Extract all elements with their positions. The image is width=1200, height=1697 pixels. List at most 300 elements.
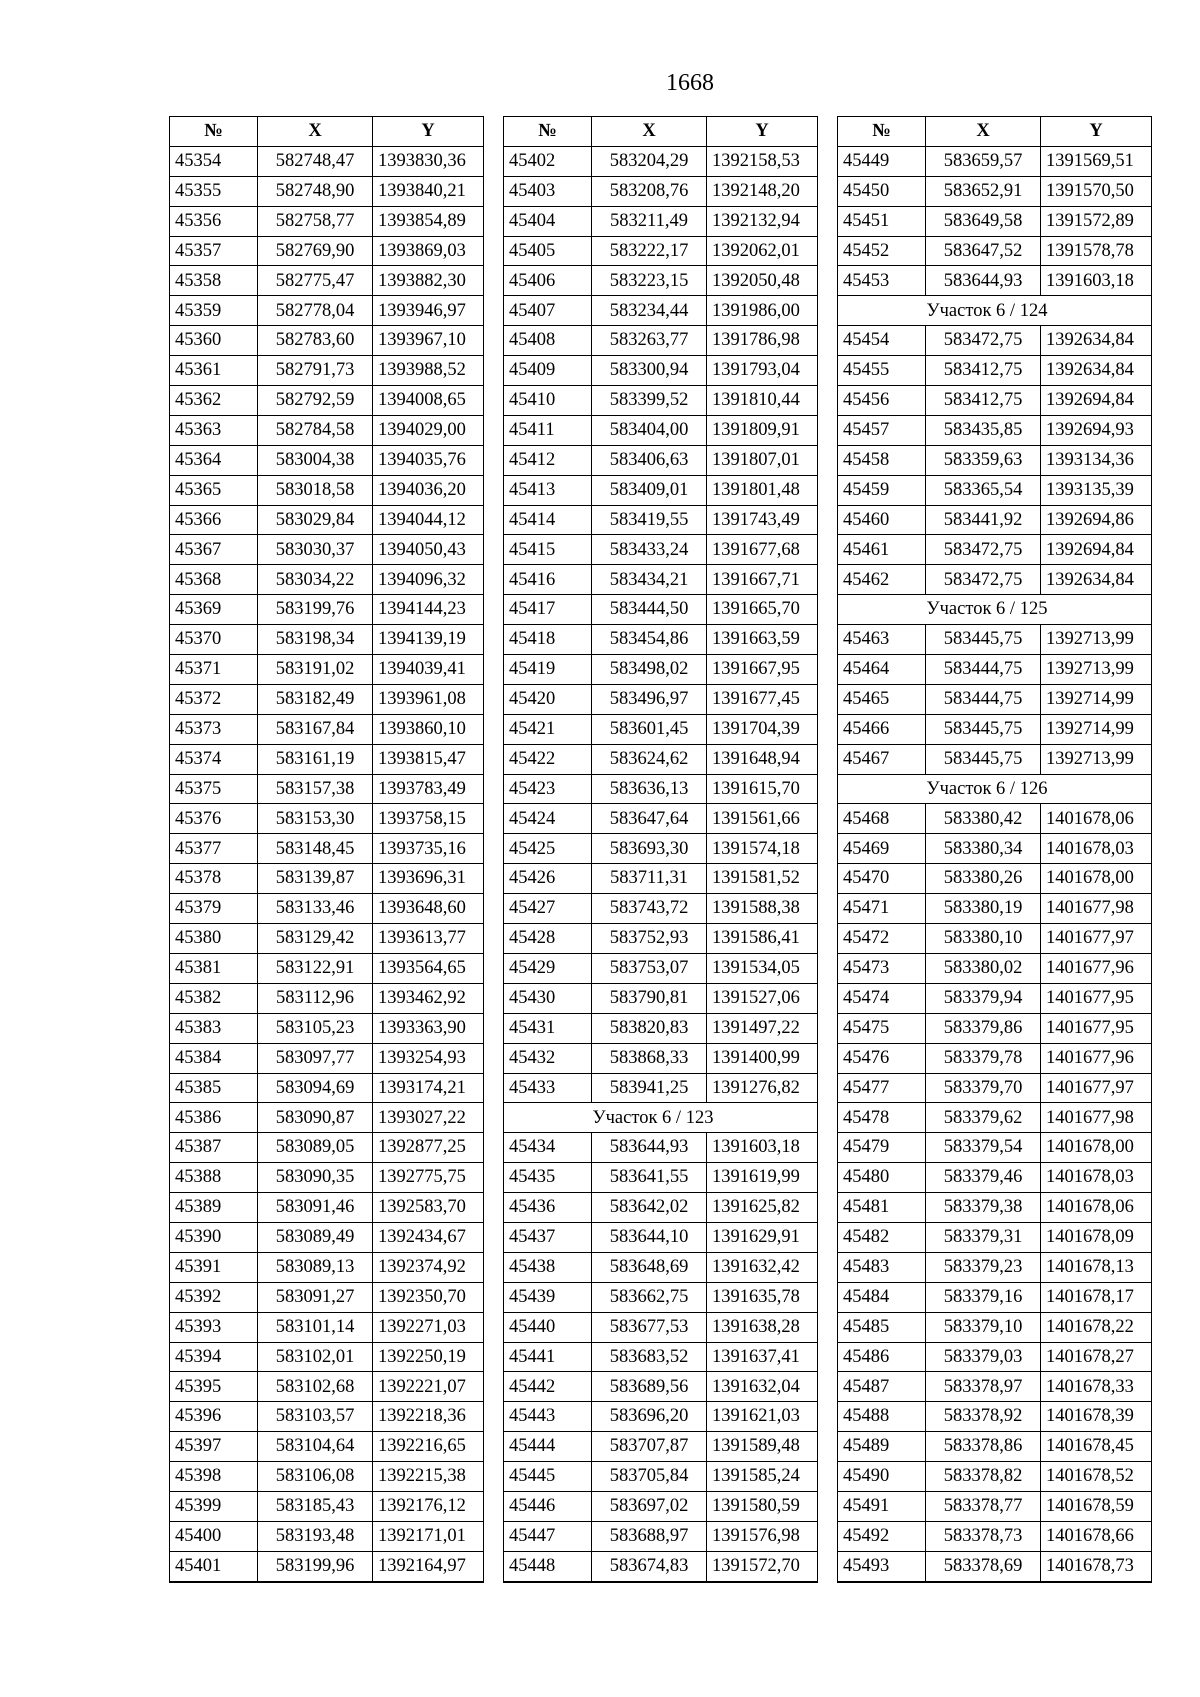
table-header-row xyxy=(504,117,818,147)
point-number-cell: 45380 xyxy=(170,924,258,954)
table-row xyxy=(170,1252,484,1282)
x-coordinate-cell: 583089,49 xyxy=(258,1222,373,1252)
point-number-cell: 45422 xyxy=(504,744,592,774)
x-coordinate-cell: 582784,58 xyxy=(258,415,373,445)
point-number-cell: 45397 xyxy=(170,1432,258,1462)
y-coordinate-cell: 1393815,47 xyxy=(373,744,484,774)
y-coordinate-cell: 1392215,38 xyxy=(373,1462,484,1492)
y-coordinate-cell: 1393961,08 xyxy=(373,684,484,714)
x-coordinate-cell: 583409,01 xyxy=(592,475,707,505)
x-coordinate-cell: 583380,02 xyxy=(926,953,1041,983)
x-coordinate-cell: 583496,97 xyxy=(592,684,707,714)
x-coordinate-cell: 583649,58 xyxy=(926,206,1041,236)
table-row xyxy=(170,1073,484,1103)
y-coordinate-cell: 1392132,94 xyxy=(707,206,818,236)
point-number-cell: 45456 xyxy=(838,386,926,416)
x-coordinate-cell: 583004,38 xyxy=(258,445,373,475)
y-coordinate-cell: 1391497,22 xyxy=(707,1013,818,1043)
point-number-cell: 45428 xyxy=(504,924,592,954)
table-row xyxy=(170,625,484,655)
table-row xyxy=(504,1013,818,1043)
table-row xyxy=(838,176,1152,206)
x-coordinate-cell: 583378,97 xyxy=(926,1372,1041,1402)
y-coordinate-cell: 1392634,84 xyxy=(1041,356,1152,386)
point-number-cell: 45408 xyxy=(504,326,592,356)
y-coordinate-cell: 1391586,41 xyxy=(707,924,818,954)
y-coordinate-cell: 1401677,96 xyxy=(1041,953,1152,983)
table-row xyxy=(170,1133,484,1163)
y-coordinate-cell: 1391638,28 xyxy=(707,1312,818,1342)
table-row xyxy=(170,1013,484,1043)
table-row xyxy=(170,1282,484,1312)
y-coordinate-cell: 1392271,03 xyxy=(373,1312,484,1342)
table-row xyxy=(504,1163,818,1193)
point-number-cell: 45482 xyxy=(838,1222,926,1252)
point-number-cell: 45425 xyxy=(504,834,592,864)
table-row xyxy=(504,983,818,1013)
y-coordinate-cell: 1401678,33 xyxy=(1041,1372,1152,1402)
table-row xyxy=(170,684,484,714)
table-row xyxy=(838,415,1152,445)
point-number-cell: 45477 xyxy=(838,1073,926,1103)
y-coordinate-cell: 1391810,44 xyxy=(707,386,818,416)
y-coordinate-cell: 1392714,99 xyxy=(1041,684,1152,714)
table-row xyxy=(838,1462,1152,1492)
section-title: Участок 6 / 126 xyxy=(838,774,1152,804)
point-number-cell: 45376 xyxy=(170,804,258,834)
column-header-y: Y xyxy=(707,117,818,147)
x-coordinate-cell: 583652,91 xyxy=(926,176,1041,206)
y-coordinate-cell: 1391572,70 xyxy=(707,1551,818,1581)
x-coordinate-cell: 583677,53 xyxy=(592,1312,707,1342)
table-row xyxy=(838,1551,1152,1581)
y-coordinate-cell: 1391585,24 xyxy=(707,1462,818,1492)
x-coordinate-cell: 583378,73 xyxy=(926,1521,1041,1551)
point-number-cell: 45493 xyxy=(838,1551,926,1581)
y-coordinate-cell: 1392694,84 xyxy=(1041,535,1152,565)
point-number-cell: 45451 xyxy=(838,206,926,236)
table-row xyxy=(838,924,1152,954)
x-coordinate-cell: 583445,75 xyxy=(926,625,1041,655)
point-number-cell: 45361 xyxy=(170,356,258,386)
x-coordinate-cell: 583444,75 xyxy=(926,684,1041,714)
x-coordinate-cell: 583204,29 xyxy=(592,146,707,176)
y-coordinate-cell: 1394050,43 xyxy=(373,535,484,565)
table-row xyxy=(170,296,484,326)
point-number-cell: 45358 xyxy=(170,266,258,296)
y-coordinate-cell: 1401677,96 xyxy=(1041,1043,1152,1073)
x-coordinate-cell: 583404,00 xyxy=(592,415,707,445)
table-row xyxy=(504,386,818,416)
x-coordinate-cell: 583454,86 xyxy=(592,625,707,655)
y-coordinate-cell: 1392713,99 xyxy=(1041,744,1152,774)
point-number-cell: 45357 xyxy=(170,236,258,266)
y-coordinate-cell: 1401677,95 xyxy=(1041,983,1152,1013)
x-coordinate-cell: 583380,26 xyxy=(926,864,1041,894)
y-coordinate-cell: 1393174,21 xyxy=(373,1073,484,1103)
point-number-cell: 45465 xyxy=(838,684,926,714)
x-coordinate-cell: 583636,13 xyxy=(592,774,707,804)
x-coordinate-cell: 583379,31 xyxy=(926,1222,1041,1252)
point-number-cell: 45362 xyxy=(170,386,258,416)
point-number-cell: 45439 xyxy=(504,1282,592,1312)
point-number-cell: 45382 xyxy=(170,983,258,1013)
y-coordinate-cell: 1393613,77 xyxy=(373,924,484,954)
x-coordinate-cell: 583090,87 xyxy=(258,1103,373,1133)
y-coordinate-cell: 1394039,41 xyxy=(373,655,484,685)
table-row xyxy=(504,1193,818,1223)
x-coordinate-cell: 583662,75 xyxy=(592,1282,707,1312)
y-coordinate-cell: 1391534,05 xyxy=(707,953,818,983)
point-number-cell: 45457 xyxy=(838,415,926,445)
x-coordinate-cell: 582758,77 xyxy=(258,206,373,236)
table-row xyxy=(504,296,818,326)
point-number-cell: 45433 xyxy=(504,1073,592,1103)
y-coordinate-cell: 1401678,73 xyxy=(1041,1551,1152,1581)
y-coordinate-cell: 1394035,76 xyxy=(373,445,484,475)
x-coordinate-cell: 583419,55 xyxy=(592,505,707,535)
column-header-x: X xyxy=(258,117,373,147)
y-coordinate-cell: 1392583,70 xyxy=(373,1193,484,1223)
table-row xyxy=(170,595,484,625)
x-coordinate-cell: 583434,21 xyxy=(592,565,707,595)
point-number-cell: 45453 xyxy=(838,266,926,296)
table-row xyxy=(838,445,1152,475)
y-coordinate-cell: 1394096,32 xyxy=(373,565,484,595)
table-row xyxy=(838,684,1152,714)
x-coordinate-cell: 583683,52 xyxy=(592,1342,707,1372)
table-row xyxy=(170,744,484,774)
x-coordinate-cell: 583208,76 xyxy=(592,176,707,206)
x-coordinate-cell: 583182,49 xyxy=(258,684,373,714)
x-coordinate-cell: 583018,58 xyxy=(258,475,373,505)
point-number-cell: 45384 xyxy=(170,1043,258,1073)
table-row xyxy=(504,356,818,386)
y-coordinate-cell: 1391635,78 xyxy=(707,1282,818,1312)
point-number-cell: 45360 xyxy=(170,326,258,356)
table-row xyxy=(838,206,1152,236)
point-number-cell: 45410 xyxy=(504,386,592,416)
table-row xyxy=(170,445,484,475)
table-row xyxy=(504,236,818,266)
table-row xyxy=(504,684,818,714)
y-coordinate-cell: 1391629,91 xyxy=(707,1222,818,1252)
y-coordinate-cell: 1394044,12 xyxy=(373,505,484,535)
y-coordinate-cell: 1401678,09 xyxy=(1041,1222,1152,1252)
x-coordinate-cell: 583148,45 xyxy=(258,834,373,864)
table-row xyxy=(838,1133,1152,1163)
section-row xyxy=(504,1103,818,1133)
point-number-cell: 45369 xyxy=(170,595,258,625)
x-coordinate-cell: 583102,01 xyxy=(258,1342,373,1372)
table-row xyxy=(504,146,818,176)
x-coordinate-cell: 583198,34 xyxy=(258,625,373,655)
point-number-cell: 45479 xyxy=(838,1133,926,1163)
point-number-cell: 45392 xyxy=(170,1282,258,1312)
point-number-cell: 45438 xyxy=(504,1252,592,1282)
point-number-cell: 45399 xyxy=(170,1491,258,1521)
point-number-cell: 45411 xyxy=(504,415,592,445)
table-row xyxy=(838,655,1152,685)
y-coordinate-cell: 1392694,86 xyxy=(1041,505,1152,535)
x-coordinate-cell: 583091,46 xyxy=(258,1193,373,1223)
x-coordinate-cell: 583300,94 xyxy=(592,356,707,386)
table-row xyxy=(504,266,818,296)
point-number-cell: 45412 xyxy=(504,445,592,475)
y-coordinate-cell: 1401678,17 xyxy=(1041,1282,1152,1312)
y-coordinate-cell: 1393564,65 xyxy=(373,953,484,983)
y-coordinate-cell: 1393758,15 xyxy=(373,804,484,834)
x-coordinate-cell: 583445,75 xyxy=(926,744,1041,774)
table-row xyxy=(170,1521,484,1551)
table-row xyxy=(170,983,484,1013)
x-coordinate-cell: 583752,93 xyxy=(592,924,707,954)
x-coordinate-cell: 583379,94 xyxy=(926,983,1041,1013)
x-coordinate-cell: 583647,64 xyxy=(592,804,707,834)
y-coordinate-cell: 1391581,52 xyxy=(707,864,818,894)
table-row xyxy=(170,924,484,954)
y-coordinate-cell: 1393363,90 xyxy=(373,1013,484,1043)
table-row xyxy=(170,1372,484,1402)
table-row xyxy=(504,924,818,954)
y-coordinate-cell: 1391801,48 xyxy=(707,475,818,505)
x-coordinate-cell: 583223,15 xyxy=(592,266,707,296)
point-number-cell: 45483 xyxy=(838,1252,926,1282)
y-coordinate-cell: 1391665,70 xyxy=(707,595,818,625)
point-number-cell: 45430 xyxy=(504,983,592,1013)
table-row xyxy=(170,655,484,685)
y-coordinate-cell: 1392164,97 xyxy=(373,1551,484,1581)
column-header-number: № xyxy=(504,117,592,147)
x-coordinate-cell: 583104,64 xyxy=(258,1432,373,1462)
x-coordinate-cell: 583211,49 xyxy=(592,206,707,236)
x-coordinate-cell: 583378,69 xyxy=(926,1551,1041,1581)
y-coordinate-cell: 1391743,49 xyxy=(707,505,818,535)
point-number-cell: 45367 xyxy=(170,535,258,565)
point-number-cell: 45364 xyxy=(170,445,258,475)
table-row xyxy=(504,1043,818,1073)
y-coordinate-cell: 1392714,99 xyxy=(1041,714,1152,744)
point-number-cell: 45452 xyxy=(838,236,926,266)
point-number-cell: 45445 xyxy=(504,1462,592,1492)
table-row xyxy=(170,1342,484,1372)
y-coordinate-cell: 1401678,13 xyxy=(1041,1252,1152,1282)
point-number-cell: 45484 xyxy=(838,1282,926,1312)
point-number-cell: 45469 xyxy=(838,834,926,864)
point-number-cell: 45446 xyxy=(504,1491,592,1521)
y-coordinate-cell: 1393869,03 xyxy=(373,236,484,266)
y-coordinate-cell: 1391574,18 xyxy=(707,834,818,864)
point-number-cell: 45390 xyxy=(170,1222,258,1252)
x-coordinate-cell: 583161,19 xyxy=(258,744,373,774)
x-coordinate-cell: 583167,84 xyxy=(258,714,373,744)
point-number-cell: 45377 xyxy=(170,834,258,864)
y-coordinate-cell: 1401678,06 xyxy=(1041,804,1152,834)
table-row xyxy=(504,565,818,595)
table-row xyxy=(504,505,818,535)
y-coordinate-cell: 1391625,82 xyxy=(707,1193,818,1223)
table-row xyxy=(504,1133,818,1163)
y-coordinate-cell: 1392374,92 xyxy=(373,1252,484,1282)
table-row xyxy=(838,1521,1152,1551)
y-coordinate-cell: 1391621,03 xyxy=(707,1402,818,1432)
y-coordinate-cell: 1391561,66 xyxy=(707,804,818,834)
point-number-cell: 45443 xyxy=(504,1402,592,1432)
table-row xyxy=(504,1462,818,1492)
y-coordinate-cell: 1391704,39 xyxy=(707,714,818,744)
table-row xyxy=(838,1342,1152,1372)
table-row xyxy=(170,146,484,176)
x-coordinate-cell: 583106,08 xyxy=(258,1462,373,1492)
point-number-cell: 45417 xyxy=(504,595,592,625)
point-number-cell: 45363 xyxy=(170,415,258,445)
point-number-cell: 45366 xyxy=(170,505,258,535)
point-number-cell: 45461 xyxy=(838,535,926,565)
y-coordinate-cell: 1391588,38 xyxy=(707,894,818,924)
x-coordinate-cell: 583379,03 xyxy=(926,1342,1041,1372)
x-coordinate-cell: 583868,33 xyxy=(592,1043,707,1073)
point-number-cell: 45406 xyxy=(504,266,592,296)
point-number-cell: 45383 xyxy=(170,1013,258,1043)
table-row xyxy=(170,864,484,894)
point-number-cell: 45373 xyxy=(170,714,258,744)
table-row xyxy=(170,1432,484,1462)
y-coordinate-cell: 1391569,51 xyxy=(1041,146,1152,176)
x-coordinate-cell: 583498,02 xyxy=(592,655,707,685)
table-row xyxy=(170,266,484,296)
x-coordinate-cell: 582775,47 xyxy=(258,266,373,296)
x-coordinate-cell: 583445,75 xyxy=(926,714,1041,744)
point-number-cell: 45378 xyxy=(170,864,258,894)
y-coordinate-cell: 1392216,65 xyxy=(373,1432,484,1462)
point-number-cell: 45356 xyxy=(170,206,258,236)
table-row xyxy=(838,953,1152,983)
point-number-cell: 45447 xyxy=(504,1521,592,1551)
y-coordinate-cell: 1391603,18 xyxy=(1041,266,1152,296)
table-row xyxy=(170,894,484,924)
table-row xyxy=(838,1252,1152,1282)
x-coordinate-cell: 582791,73 xyxy=(258,356,373,386)
y-coordinate-cell: 1393946,97 xyxy=(373,296,484,326)
x-coordinate-cell: 582769,90 xyxy=(258,236,373,266)
x-coordinate-cell: 583112,96 xyxy=(258,983,373,1013)
point-number-cell: 45436 xyxy=(504,1193,592,1223)
x-coordinate-cell: 583689,56 xyxy=(592,1372,707,1402)
x-coordinate-cell: 583412,75 xyxy=(926,356,1041,386)
x-coordinate-cell: 583380,34 xyxy=(926,834,1041,864)
point-number-cell: 45419 xyxy=(504,655,592,685)
y-coordinate-cell: 1393135,39 xyxy=(1041,475,1152,505)
point-number-cell: 45426 xyxy=(504,864,592,894)
table-row xyxy=(504,1521,818,1551)
point-number-cell: 45437 xyxy=(504,1222,592,1252)
y-coordinate-cell: 1391807,01 xyxy=(707,445,818,475)
table-row xyxy=(170,1551,484,1581)
y-coordinate-cell: 1393860,10 xyxy=(373,714,484,744)
y-coordinate-cell: 1401678,27 xyxy=(1041,1342,1152,1372)
point-number-cell: 45435 xyxy=(504,1163,592,1193)
y-coordinate-cell: 1401678,22 xyxy=(1041,1312,1152,1342)
point-number-cell: 45391 xyxy=(170,1252,258,1282)
point-number-cell: 45354 xyxy=(170,146,258,176)
y-coordinate-cell: 1392713,99 xyxy=(1041,655,1152,685)
x-coordinate-cell: 583029,84 xyxy=(258,505,373,535)
y-coordinate-cell: 1393648,60 xyxy=(373,894,484,924)
table-header-row xyxy=(838,117,1152,147)
table-row xyxy=(504,625,818,655)
point-number-cell: 45429 xyxy=(504,953,592,983)
x-coordinate-cell: 583091,27 xyxy=(258,1282,373,1312)
table-row xyxy=(170,505,484,535)
table-row xyxy=(838,356,1152,386)
x-coordinate-cell: 583379,10 xyxy=(926,1312,1041,1342)
x-coordinate-cell: 583693,30 xyxy=(592,834,707,864)
x-coordinate-cell: 583378,92 xyxy=(926,1402,1041,1432)
point-number-cell: 45359 xyxy=(170,296,258,326)
y-coordinate-cell: 1392148,20 xyxy=(707,176,818,206)
x-coordinate-cell: 582748,47 xyxy=(258,146,373,176)
y-coordinate-cell: 1393735,16 xyxy=(373,834,484,864)
table-row xyxy=(170,1402,484,1432)
column-header-number: № xyxy=(838,117,926,147)
y-coordinate-cell: 1393854,89 xyxy=(373,206,484,236)
table-row xyxy=(170,386,484,416)
x-coordinate-cell: 583153,30 xyxy=(258,804,373,834)
x-coordinate-cell: 583380,19 xyxy=(926,894,1041,924)
x-coordinate-cell: 583659,57 xyxy=(926,146,1041,176)
x-coordinate-cell: 583129,42 xyxy=(258,924,373,954)
y-coordinate-cell: 1392350,70 xyxy=(373,1282,484,1312)
x-coordinate-cell: 583472,75 xyxy=(926,565,1041,595)
y-coordinate-cell: 1391986,00 xyxy=(707,296,818,326)
point-number-cell: 45385 xyxy=(170,1073,258,1103)
y-coordinate-cell: 1393882,30 xyxy=(373,266,484,296)
table-row xyxy=(838,1491,1152,1521)
y-coordinate-cell: 1392218,36 xyxy=(373,1402,484,1432)
point-number-cell: 45407 xyxy=(504,296,592,326)
y-coordinate-cell: 1391615,70 xyxy=(707,774,818,804)
table-row xyxy=(504,774,818,804)
x-coordinate-cell: 583101,14 xyxy=(258,1312,373,1342)
y-coordinate-cell: 1393988,52 xyxy=(373,356,484,386)
coordinates-table-3 xyxy=(837,116,1152,1583)
x-coordinate-cell: 583122,91 xyxy=(258,953,373,983)
table-row xyxy=(838,834,1152,864)
point-number-cell: 45402 xyxy=(504,146,592,176)
table-row xyxy=(170,326,484,356)
y-coordinate-cell: 1391570,50 xyxy=(1041,176,1152,206)
point-number-cell: 45442 xyxy=(504,1372,592,1402)
point-number-cell: 45405 xyxy=(504,236,592,266)
y-coordinate-cell: 1394144,23 xyxy=(373,595,484,625)
table-row xyxy=(170,834,484,864)
x-coordinate-cell: 583435,85 xyxy=(926,415,1041,445)
x-coordinate-cell: 582778,04 xyxy=(258,296,373,326)
x-coordinate-cell: 583472,75 xyxy=(926,535,1041,565)
x-coordinate-cell: 583711,31 xyxy=(592,864,707,894)
section-row xyxy=(838,296,1152,326)
table-row xyxy=(170,475,484,505)
point-number-cell: 45487 xyxy=(838,1372,926,1402)
x-coordinate-cell: 583105,23 xyxy=(258,1013,373,1043)
table-row xyxy=(504,953,818,983)
x-coordinate-cell: 583199,96 xyxy=(258,1551,373,1581)
point-number-cell: 45418 xyxy=(504,625,592,655)
y-coordinate-cell: 1391400,99 xyxy=(707,1043,818,1073)
y-coordinate-cell: 1392434,67 xyxy=(373,1222,484,1252)
x-coordinate-cell: 583707,87 xyxy=(592,1432,707,1462)
table-row xyxy=(838,1043,1152,1073)
